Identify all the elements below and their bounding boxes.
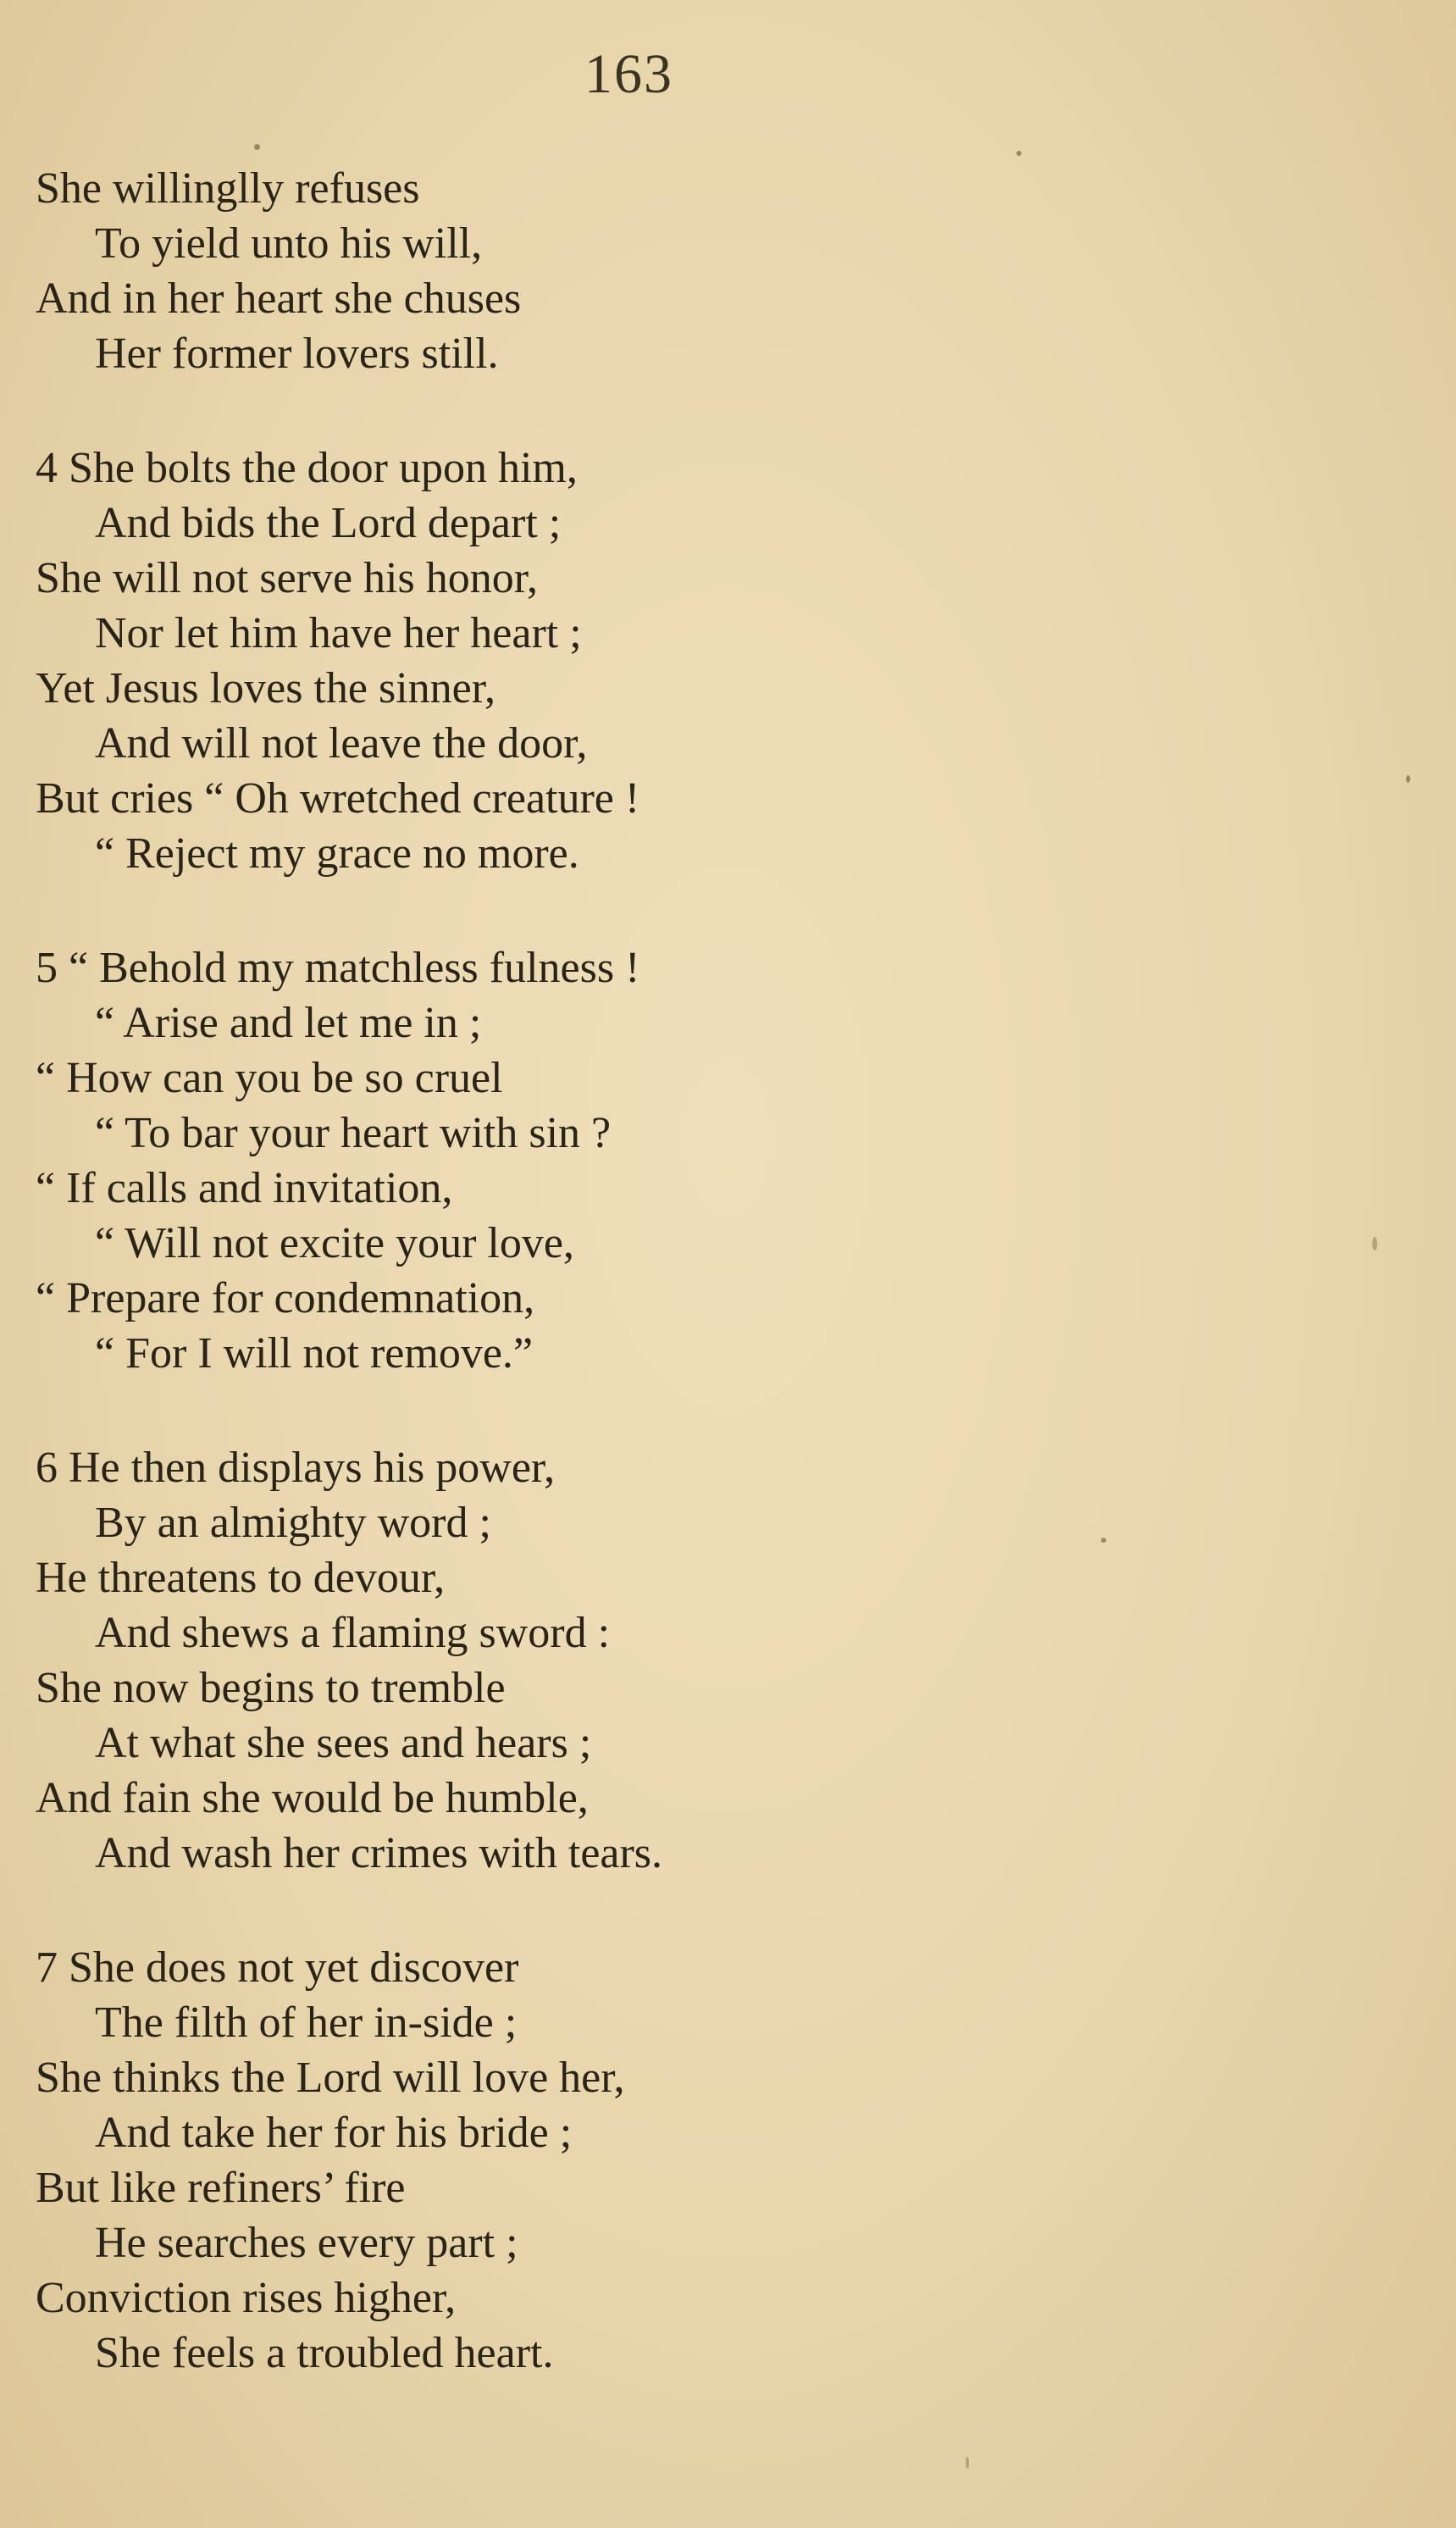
verse-line: She thinks the Lord will love her, [36, 2054, 625, 2102]
paper-speck [254, 144, 260, 150]
verse-line: The filth of her in-side ; [95, 1999, 518, 2047]
verse-line: And in her heart she chuses [36, 274, 522, 323]
verse-line: Conviction rises higher, [36, 2274, 457, 2322]
verse-line: “ How can you be so cruel [36, 1054, 503, 1102]
verse-line: 6 He then displays his power, [36, 1444, 556, 1492]
verse-line: He searches every part ; [95, 2219, 518, 2267]
verse-line: He threatens to devour, [36, 1554, 446, 1602]
verse-line: Her former lovers still. [95, 330, 499, 378]
paper-speck [1016, 151, 1021, 156]
verse-line: She will not serve his honor, [36, 554, 538, 602]
verse-line: And fain she would be humble, [36, 1774, 589, 1822]
paper-speck [1406, 775, 1410, 783]
page-number: 163 [584, 43, 673, 105]
verse-line: At what she sees and hears ; [95, 1719, 592, 1767]
verse-line: But like refiners’ fire [36, 2164, 406, 2212]
verse-line: She willinglly refuses [36, 164, 420, 213]
verse-line: “ Prepare for condemnation, [36, 1274, 535, 1322]
verse-line: She now begins to tremble [36, 1664, 506, 1712]
verse-line: And shews a flaming sword : [95, 1609, 611, 1657]
paper-speck [1101, 1538, 1106, 1543]
verse-line: But cries “ Oh wretched creature ! [36, 774, 640, 823]
paper-speck [966, 2457, 969, 2469]
verse-line: Yet Jesus loves the sinner, [36, 664, 495, 712]
verse-line: 5 “ Behold my matchless fulness ! [36, 944, 640, 992]
verse-line: And take her for his bride ; [95, 2109, 573, 2157]
verse-line: 4 She bolts the door upon him, [36, 444, 578, 492]
verse-line: She feels a troubled heart. [95, 2329, 554, 2377]
verse-line: “ For I will not remove.” [95, 1329, 533, 1378]
verse-line: “ Arise and let me in ; [95, 999, 482, 1047]
paper-speck [1372, 1237, 1377, 1250]
verse-line: “ Will not excite your love, [95, 1219, 574, 1267]
verse-line: By an almighty word ; [95, 1499, 491, 1547]
verse-line: “ If calls and invitation, [36, 1164, 453, 1212]
verse-line: “ Reject my grace no more. [95, 829, 579, 878]
verse-line: To yield unto his will, [95, 219, 483, 268]
verse-line: 7 She does not yet discover [36, 1943, 519, 1992]
verse-line: “ To bar your heart with sin ? [95, 1109, 612, 1157]
verse-line: And wash her crimes with tears. [95, 1829, 663, 1877]
verse-line: Nor let him have her heart ; [95, 609, 582, 657]
verse-line: And bids the Lord depart ; [95, 499, 562, 547]
verse-line: And will not leave the door, [95, 719, 588, 768]
